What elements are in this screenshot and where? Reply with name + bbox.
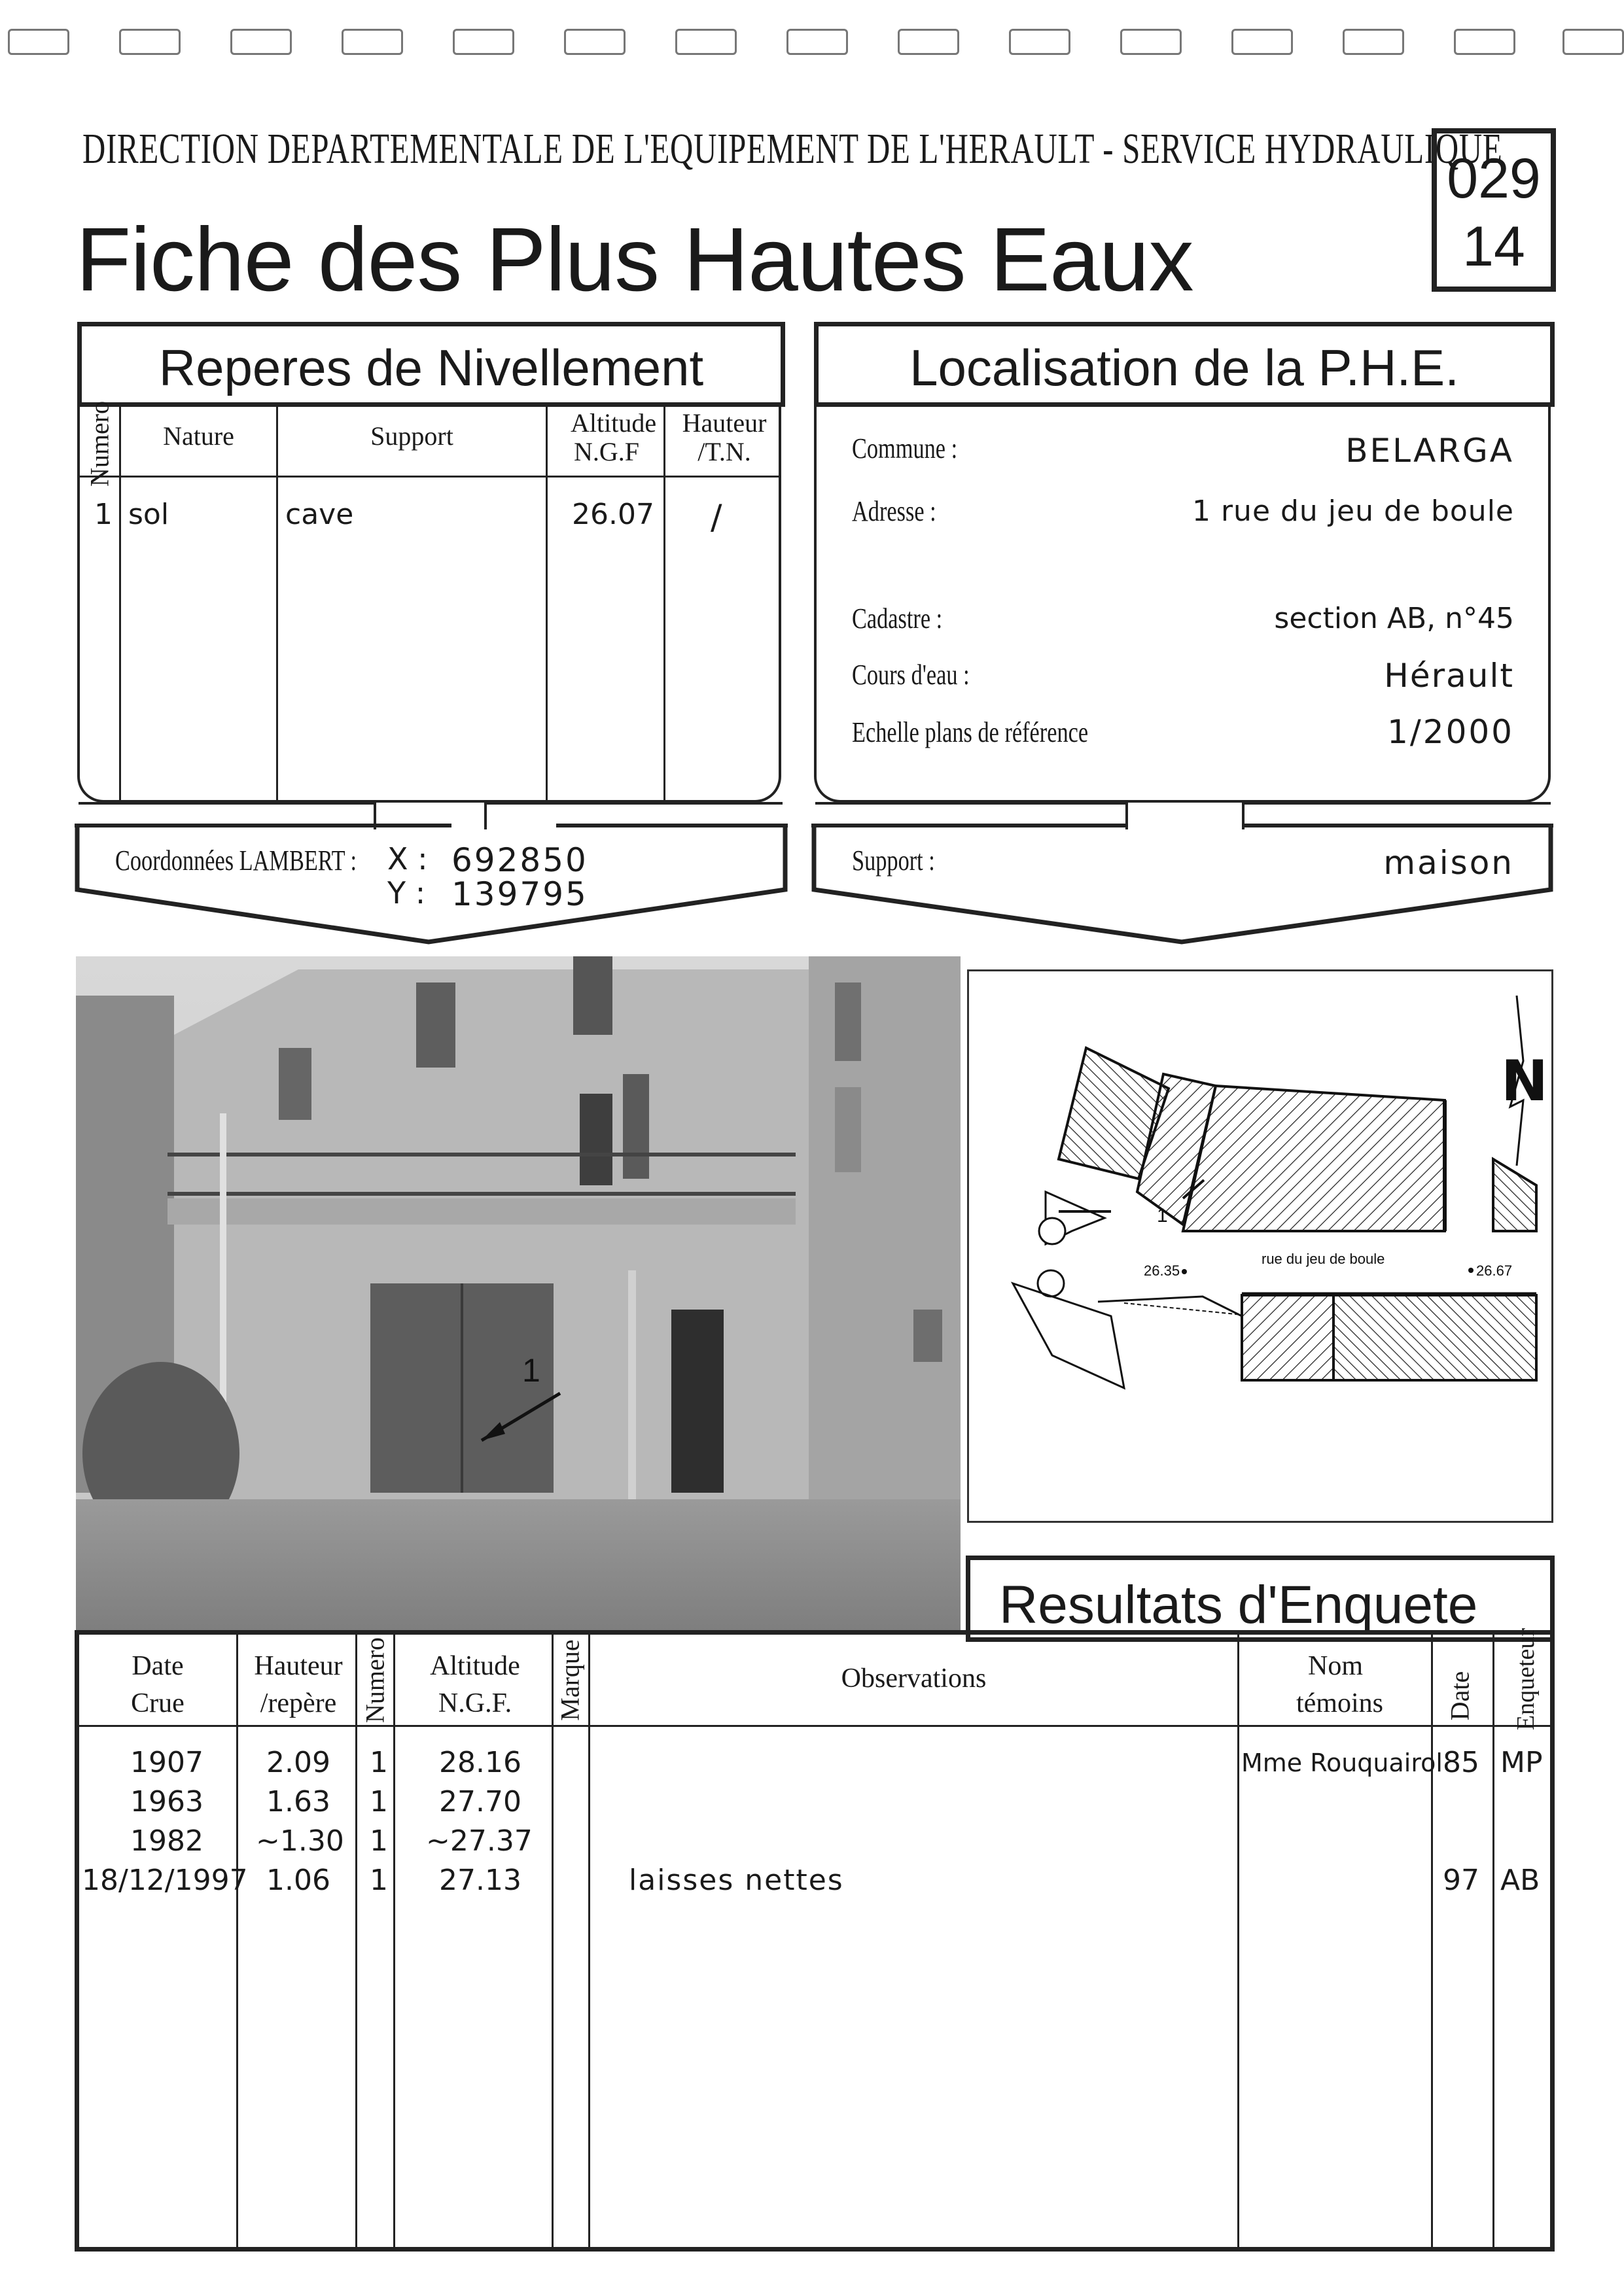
res-col-marque: Marque — [555, 1639, 585, 1721]
fiche-code-top: 029 — [1447, 147, 1541, 210]
echelle-label: Echelle plans de référence — [852, 716, 1089, 748]
map-marker-label: 1 — [1157, 1205, 1168, 1226]
resultats-table — [75, 1627, 1555, 2252]
cadastre-value: section AB, n°45 — [1274, 602, 1514, 635]
res-row3-altitude: ~27.37 — [426, 1824, 533, 1858]
reperes-table — [77, 402, 781, 803]
agency-line: DIRECTION DEPARTEMENTALE DE L'EQUIPEMENT DE L'HERAULT - SERVICE HYDRAULIQUE — [82, 125, 1503, 173]
support-box — [809, 820, 1556, 948]
location-map — [967, 969, 1553, 1523]
adresse-value: 1 rue du jeu de boule — [1192, 495, 1514, 528]
support-label: Support : — [852, 844, 935, 877]
res-row1-date: 1907 — [130, 1746, 203, 1779]
page-title: Fiche des Plus Hautes Eaux — [76, 209, 1193, 310]
coordonnees-x-value: 692850 — [451, 841, 588, 879]
res-col-observations: Observations — [841, 1663, 987, 1694]
reperes-col-altitude: Altitude N.G.F — [571, 408, 657, 466]
fiche-code-bottom: 14 — [1462, 215, 1525, 278]
res-row3-numero: 1 — [370, 1824, 388, 1858]
commune-value: BELARGA — [1345, 432, 1514, 470]
res-row2-numero: 1 — [370, 1785, 388, 1818]
reperes-col-hauteur: Hauteur /T.N. — [682, 408, 767, 466]
localisation-title: Localisation de la P.H.E. — [909, 339, 1459, 396]
fiche-code-box — [1432, 128, 1556, 292]
res-col-date-crue: Date Crue — [131, 1651, 185, 1718]
reperes-row-support: cave — [285, 498, 354, 531]
localisation-title-box — [814, 322, 1555, 407]
reperes-row-nature: sol — [128, 498, 169, 531]
map-alt-right: 26.67 — [1476, 1262, 1513, 1279]
cours-eau-label: Cours d'eau : — [852, 659, 970, 691]
res-row4-date: 18/12/1997 — [82, 1864, 248, 1897]
res-col-enqueteur: Enqueteur — [1512, 1627, 1540, 1731]
res-col-hauteur: Hauteur /repère — [254, 1651, 343, 1718]
res-row2-hauteur: 1.63 — [266, 1785, 330, 1818]
reperes-col-numero: Numero — [84, 400, 115, 487]
coordonnees-y-value: 139795 — [451, 875, 588, 913]
res-row4-hauteur: 1.06 — [266, 1864, 330, 1897]
reperes-col-support: Support — [370, 421, 453, 451]
commune-label: Commune : — [852, 432, 958, 464]
coordonnees-box — [72, 820, 790, 948]
res-row4-altitude: 27.13 — [439, 1864, 521, 1897]
res-row4-date-enq: 97 — [1443, 1864, 1479, 1897]
support-value: maison — [1383, 844, 1514, 882]
photo-arrow-label: 1 — [522, 1352, 540, 1389]
res-col-date: Date — [1445, 1671, 1475, 1721]
res-row2-date: 1963 — [130, 1785, 203, 1818]
coordonnees-y-label: Y : — [387, 875, 426, 911]
res-row1-temoins: Mme Rouquairol — [1241, 1748, 1443, 1777]
res-row2-altitude: 27.70 — [439, 1785, 521, 1818]
coordonnees-label: Coordonnées LAMBERT : — [115, 844, 357, 877]
res-col-numero: Numero — [360, 1637, 390, 1724]
res-row1-altitude: 28.16 — [439, 1746, 521, 1779]
res-row4-observations: laisses nettes — [629, 1864, 844, 1897]
res-col-temoins: Nom témoins — [1296, 1651, 1383, 1718]
map-street-label: rue du jeu de boule — [1262, 1251, 1385, 1267]
reperes-row-altitude: 26.07 — [572, 498, 654, 531]
res-row1-numero: 1 — [370, 1746, 388, 1779]
res-row4-enqueteur: AB — [1500, 1864, 1540, 1897]
reperes-col-nature: Nature — [163, 421, 234, 451]
res-row3-date: 1982 — [130, 1824, 203, 1858]
north-arrow-icon: N — [1501, 1049, 1548, 1114]
coordonnees-x-label: X : — [387, 841, 428, 877]
reperes-title: Reperes de Nivellement — [158, 339, 704, 396]
reperes-row-hauteur: / — [711, 498, 722, 537]
cours-eau-value: Hérault — [1384, 657, 1514, 695]
adresse-label: Adresse : — [852, 495, 936, 527]
res-row4-numero: 1 — [370, 1864, 388, 1897]
building-photo — [76, 956, 961, 1631]
res-col-altitude: Altitude N.G.F. — [430, 1651, 520, 1718]
res-row3-hauteur: ~1.30 — [256, 1824, 344, 1858]
reperes-title-box — [77, 322, 785, 407]
res-row1-hauteur: 2.09 — [266, 1746, 330, 1779]
echelle-value: 1/2000 — [1387, 713, 1514, 751]
map-alt-left: 26.35 — [1144, 1262, 1180, 1279]
cadastre-label: Cadastre : — [852, 602, 943, 635]
res-row1-date-enq: 85 — [1443, 1746, 1479, 1779]
resultats-title: Resultats d'Enquete — [999, 1575, 1478, 1635]
reperes-row-numero: 1 — [94, 498, 113, 531]
res-row1-enqueteur: MP — [1500, 1746, 1543, 1779]
resultats-title-box — [966, 1556, 1555, 1642]
